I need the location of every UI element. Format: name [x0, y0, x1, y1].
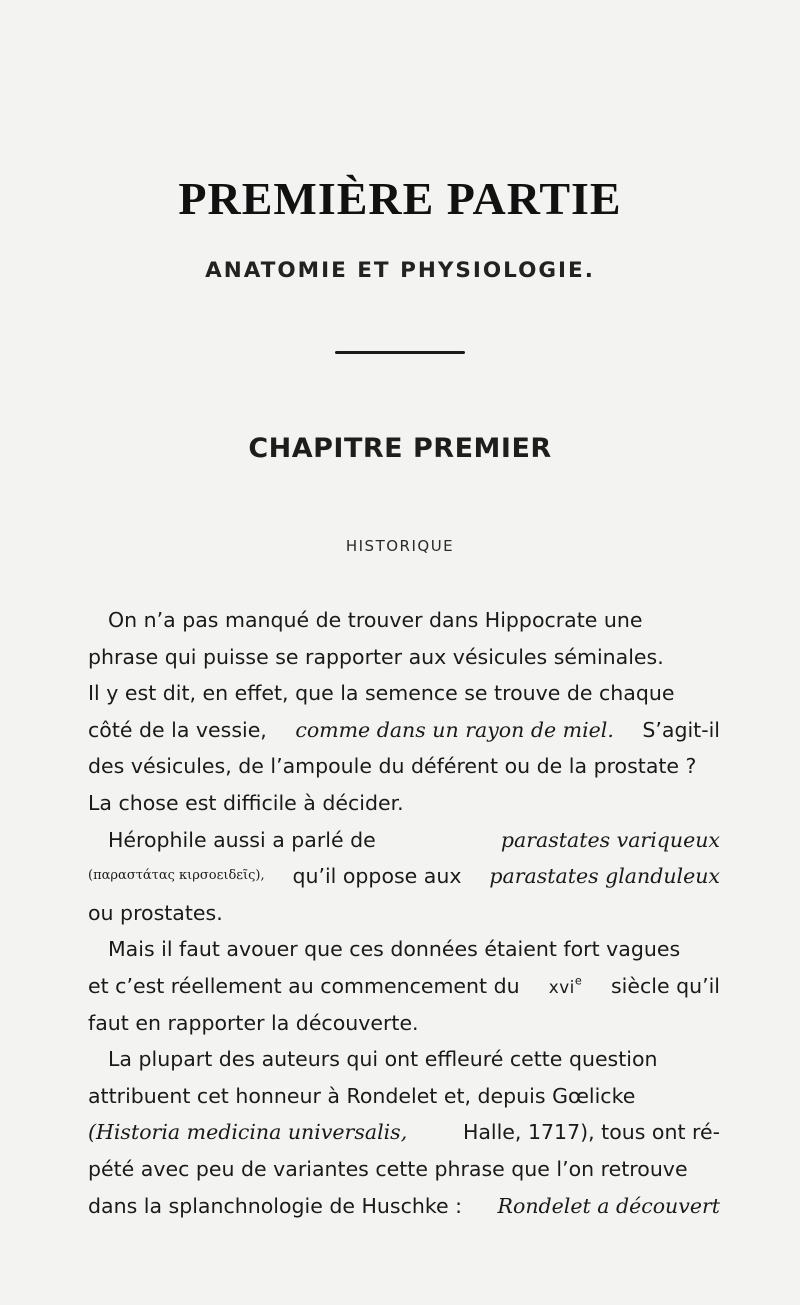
- text-line: des vésicules, de l’ampoule du déférent ou de la prostate ?: [88, 754, 697, 779]
- body-text: [88, 602, 720, 1224]
- text-line: phrase qui puisse se rapporter aux vésicules séminales.: [88, 644, 664, 669]
- text-line: La plupart des auteurs qui ont effleuré cette question: [108, 1047, 658, 1072]
- text-line: ou prostates.: [88, 900, 223, 925]
- chapter-title: CHAPITRE PREMIER: [248, 433, 552, 464]
- text-line: La chose est difficile à décider.: [88, 790, 404, 815]
- section-title: ANATOMIE ET PHYSIOLOGIE.: [205, 258, 595, 283]
- italic-term: parastates variqueux: [500, 827, 720, 852]
- text-line: (παραστάτας κιρσοειδεῖς), qu’il oppose aux parastates glanduleux: [88, 858, 720, 895]
- chapter-subheading: HISTORIQUE: [345, 537, 455, 555]
- text-line: Hérophile aussi a parlé de parastates variqueux: [88, 822, 720, 859]
- divider-rule: [335, 351, 465, 354]
- italic-quote: comme dans un rayon de miel.: [295, 717, 614, 742]
- century-numeral: xvi$^e$: [548, 974, 582, 997]
- text-line: (Historia medicina universalis, Halle, 1717), tous ont ré-: [88, 1114, 720, 1151]
- text-line: Mais il faut avouer que ces données étaient fort vagues: [108, 937, 681, 962]
- italic-citation: (Historia medicina universalis,: [88, 1120, 408, 1145]
- greek-term: (παραστάτας κιρσοειδεῖς),: [88, 868, 265, 884]
- text-line: faut en rapporter la découverte.: [88, 1010, 419, 1035]
- part-title: PREMIÈRE PARTIE: [178, 173, 622, 224]
- italic-term: parastates glanduleux: [489, 864, 720, 889]
- text-line: et c’est réellement au commencement du xvi$^e$ siècle qu’il: [88, 968, 720, 1005]
- text-line: On n’a pas manqué de trouver dans Hippocrate une: [108, 608, 643, 632]
- text-line: pété avec peu de variantes cette phrase que l’on retrouve: [88, 1156, 688, 1181]
- italic-quote: Rondelet a découvert: [497, 1193, 720, 1218]
- text-line: dans la splanchnologie de Huschke : Rondelet a découvert: [88, 1188, 720, 1225]
- text-line: Il y est dit, en effet, que la semence se trouve de chaque: [88, 681, 675, 706]
- text-line: côté de la vessie, comme dans un rayon de miel. S’agit-il: [88, 712, 720, 749]
- text-line: attribuent cet honneur à Rondelet et, depuis Gœlicke: [88, 1083, 636, 1108]
